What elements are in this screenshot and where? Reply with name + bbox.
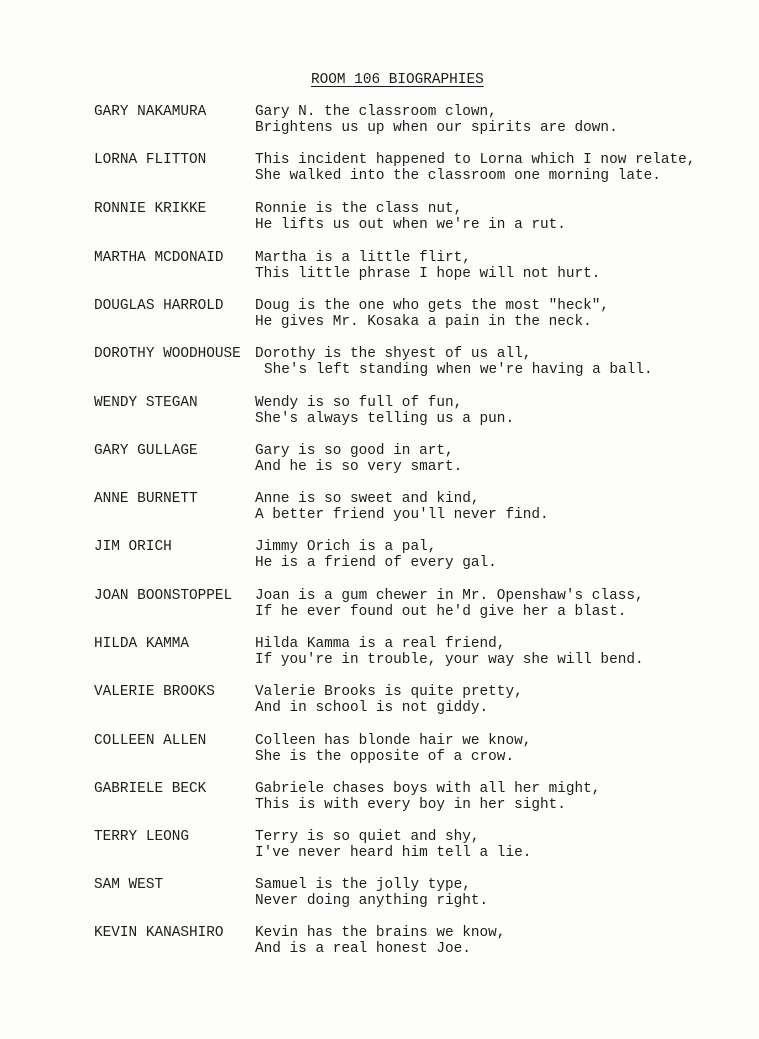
verse-line-1: Gary is so good in art, [255, 443, 454, 459]
verse-line-1: Ronnie is the class nut, [255, 201, 463, 217]
biography-entry [94, 443, 754, 477]
verse-line-2: I've never heard him tell a lie. [255, 845, 532, 861]
verse-line-2: And in school is not giddy. [255, 700, 489, 716]
verse-line-1: Valerie Brooks is quite pretty, [255, 684, 523, 700]
biography-entry [94, 346, 754, 380]
student-name: VALERIE BROOKS [94, 684, 215, 700]
biography-entry [94, 298, 754, 332]
student-name: HILDA KAMMA [94, 636, 189, 652]
student-name: DOUGLAS HARROLD [94, 298, 224, 314]
verse-line-1: Gabriele chases boys with all her might, [255, 781, 601, 797]
verse-line-2: Brightens us up when our spirits are down. [255, 120, 618, 136]
biography-entry [94, 539, 754, 573]
verse-line-2: If you're in trouble, your way she will bend. [255, 652, 644, 668]
verse-line-1: Kevin has the brains we know, [255, 925, 506, 941]
page-title: ROOM 106 BIOGRAPHIES [311, 72, 484, 88]
verse-line-2: Never doing anything right. [255, 893, 489, 909]
student-name: RONNIE KRIKKE [94, 201, 207, 217]
verse-line-2: If he ever found out he'd give her a blast. [255, 604, 627, 620]
verse-line-1: Gary N. the classroom clown, [255, 104, 497, 120]
verse-line-2: She's left standing when we're having a ball. [264, 362, 653, 378]
biography-entry [94, 829, 754, 863]
biography-entry [94, 588, 754, 622]
verse-line-2: And is a real honest Joe. [255, 941, 471, 957]
verse-line-2: This is with every boy in her sight. [255, 797, 566, 813]
biography-entry [94, 250, 754, 284]
biography-entry [94, 733, 754, 767]
verse-line-1: Jimmy Orich is a pal, [255, 539, 437, 555]
student-name: LORNA FLITTON [94, 152, 207, 168]
verse-line-1: Hilda Kamma is a real friend, [255, 636, 506, 652]
verse-line-2: And he is so very smart. [255, 459, 463, 475]
verse-line-1: Terry is so quiet and shy, [255, 829, 480, 845]
biography-entry [94, 395, 754, 429]
biography-entry [94, 201, 754, 235]
biography-entry [94, 636, 754, 670]
student-name: GABRIELE BECK [94, 781, 207, 797]
biography-entry [94, 684, 754, 718]
student-name: GARY NAKAMURA [94, 104, 207, 120]
verse-line-1: This incident happened to Lorna which I now relate, [255, 152, 696, 168]
student-name: SAM WEST [94, 877, 164, 893]
verse-line-2: He is a friend of every gal. [255, 555, 497, 571]
verse-line-2: A better friend you'll never find. [255, 507, 549, 523]
student-name: JOAN BOONSTOPPEL [94, 588, 233, 604]
verse-line-1: Dorothy is the shyest of us all, [255, 346, 532, 362]
student-name: DOROTHY WOODHOUSE [94, 346, 241, 362]
verse-line-2: This little phrase I hope will not hurt. [255, 266, 601, 282]
verse-line-2: He gives Mr. Kosaka a pain in the neck. [255, 314, 592, 330]
student-name: COLLEEN ALLEN [94, 733, 207, 749]
biography-entry [94, 925, 754, 959]
verse-line-1: Joan is a gum chewer in Mr. Openshaw's class, [255, 588, 644, 604]
student-name: JIM ORICH [94, 539, 172, 555]
biography-entry [94, 781, 754, 815]
student-name: WENDY STEGAN [94, 395, 198, 411]
verse-line-2: She walked into the classroom one morning late. [255, 168, 661, 184]
verse-line-1: Colleen has blonde hair we know, [255, 733, 532, 749]
verse-line-1: Martha is a little flirt, [255, 250, 471, 266]
student-name: TERRY LEONG [94, 829, 189, 845]
verse-line-2: She's always telling us a pun. [255, 411, 515, 427]
verse-line-2: He lifts us out when we're in a rut. [255, 217, 566, 233]
biography-entry [94, 152, 754, 186]
verse-line-2: She is the opposite of a crow. [255, 749, 515, 765]
biography-entry [94, 877, 754, 911]
student-name: KEVIN KANASHIRO [94, 925, 224, 941]
student-name: ANNE BURNETT [94, 491, 198, 507]
verse-line-1: Wendy is so full of fun, [255, 395, 463, 411]
verse-line-1: Samuel is the jolly type, [255, 877, 471, 893]
student-name: MARTHA MCDONAID [94, 250, 224, 266]
verse-line-1: Anne is so sweet and kind, [255, 491, 480, 507]
biography-entry [94, 491, 754, 525]
verse-line-1: Doug is the one who gets the most "heck", [255, 298, 610, 314]
student-name: GARY GULLAGE [94, 443, 198, 459]
biography-entry [94, 104, 754, 138]
